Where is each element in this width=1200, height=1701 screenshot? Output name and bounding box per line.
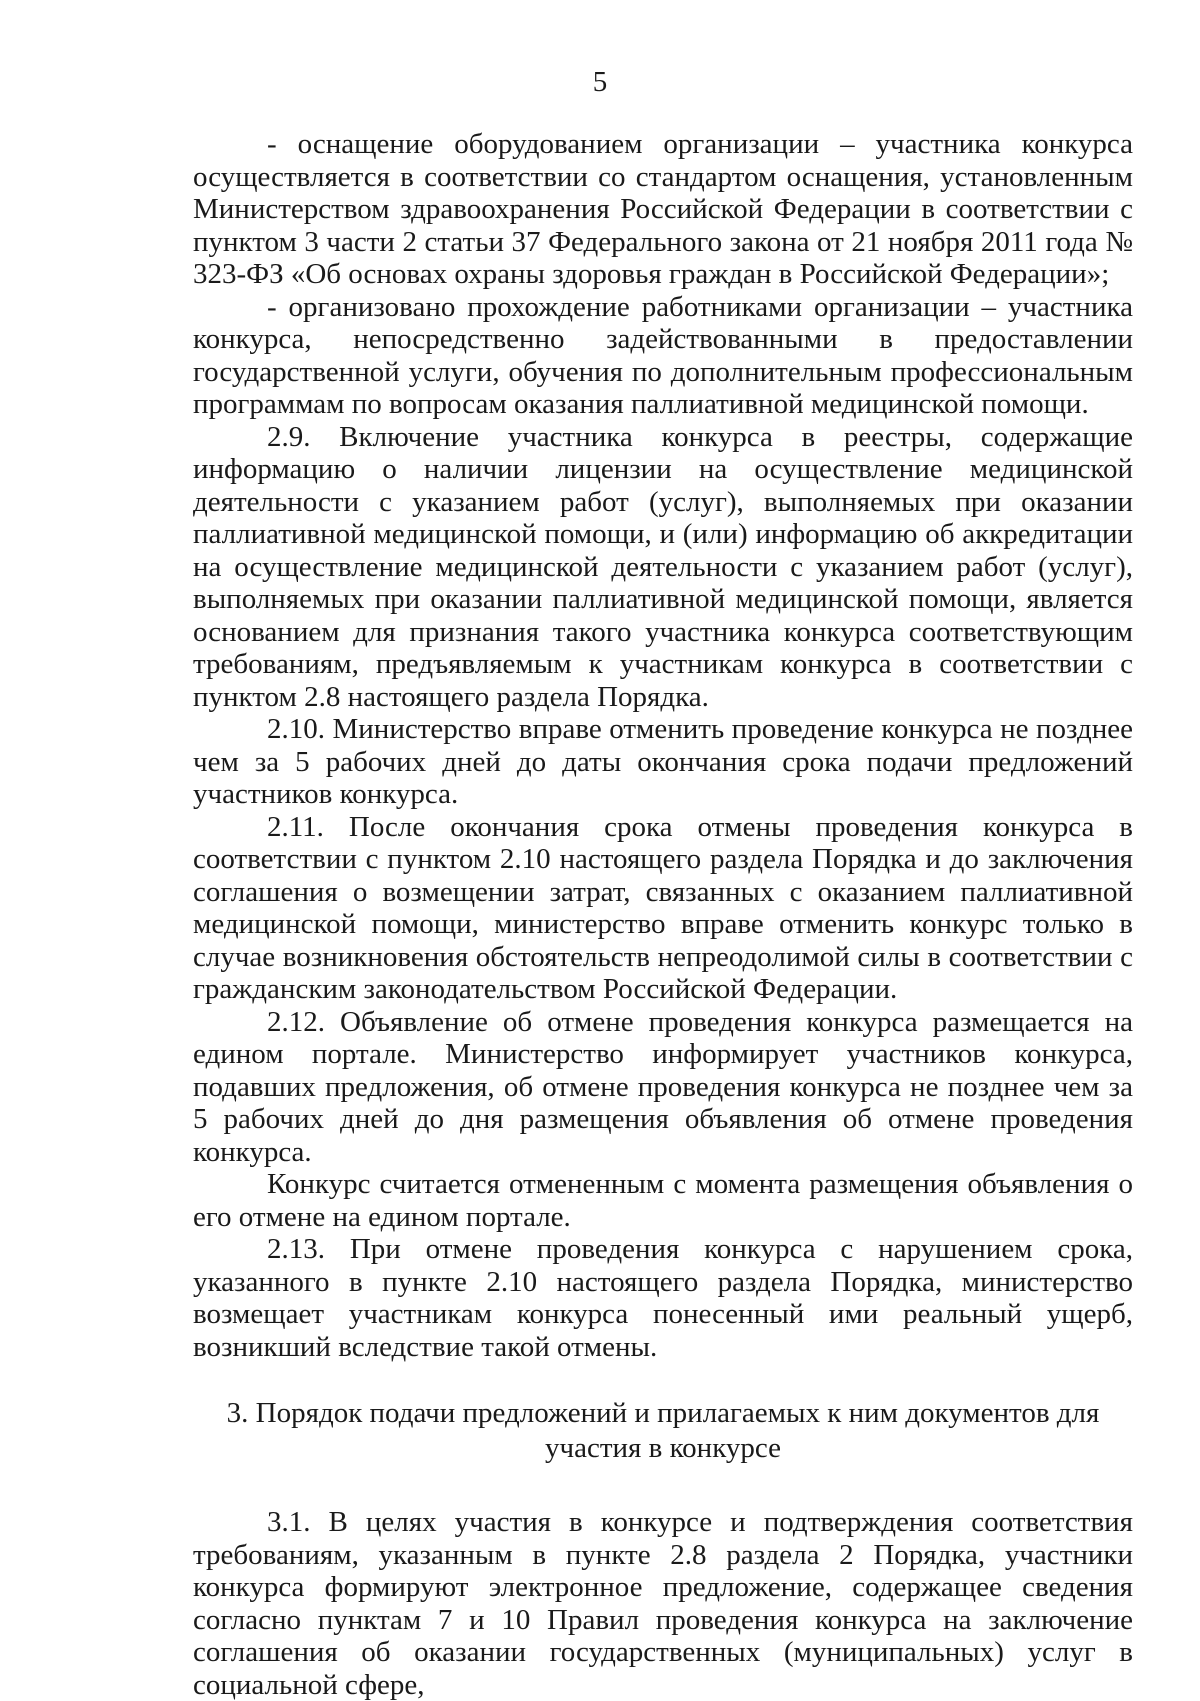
paragraph-2-13: 2.13. При отмене проведения конкурса с нарушением срока, указанного в пункте 2.10 настоящего раздела Порядка, министерство возмещает участникам конкурса понесенный ими реальный ущерб, возникший вследствие такой отмены. bbox=[193, 1233, 1133, 1363]
document-body bbox=[193, 128, 1133, 1701]
section-heading-line-1: 3. Порядок подачи предложений и прилагаемых к ним документов для bbox=[226, 1397, 1100, 1429]
paragraph-2-11: 2.11. После окончания срока отмены проведения конкурса в соответствии с пунктом 2.10 настоящего раздела Порядка и до заключения соглашения о возмещении затрат, связанных с оказанием паллиативной медицинской помощи, министерство вправе отменить конкурс только в случае возникновения обстоятельств непреодолимой силы в соответствии с гражданским законодательством Российской Федерации. bbox=[193, 810, 1133, 1005]
paragraph-2-12: 2.12. Объявление об отмене проведения конкурса размещается на едином портале. Министерство информирует участников конкурса, подавших предложения, об отмене проведения конкурса не позднее чем за 5 рабочих дней до дня размещения объявления об отмене проведения конкурса. bbox=[193, 1005, 1133, 1168]
section-3-heading bbox=[193, 1396, 1133, 1466]
section-heading-line-2: участия в конкурсе bbox=[545, 1432, 781, 1464]
paragraph-2-10: 2.10. Министерство вправе отменить проведение конкурса не позднее чем за 5 рабочих дней до даты окончания срока подачи предложений участников конкурса. bbox=[193, 713, 1133, 810]
paragraph-staff-training: - организовано прохождение работниками организации – участника конкурса, непосредственно задействованными в предоставлении государственной услуги, обучения по дополнительным профессиональным программам по вопросам оказания паллиативной медицинской помощи. bbox=[193, 290, 1133, 420]
page-number: 5 bbox=[592, 66, 608, 98]
paragraph-2-9: 2.9. Включение участника конкурса в реестры, содержащие информацию о наличии лицензии на осуществление медицинской деятельности с указанием работ (услуг), выполняемых при оказании паллиативной медицинской помощи, и (или) информацию об аккредитации на осуществление медицинской деятельности с указанием работ (услуг), выполняемых при оказании паллиативной медицинской помощи, является основанием для признания такого участника конкурса соответствующим требованиям, предъявляемым к участникам конкурса в соответствии с пунктом 2.8 настоящего раздела Порядка. bbox=[193, 420, 1133, 713]
paragraph-3-1: 3.1. В целях участия в конкурсе и подтверждения соответствия требованиям, указанным в пункте 2.8 раздела 2 Порядка, участники конкурса формируют электронное предложение, содержащее сведения согласно пунктам 7 и 10 Правил проведения конкурса на заключение соглашения об оказании государственных (муниципальных) услуг в социальной сфере, bbox=[193, 1506, 1133, 1701]
paragraph-cancellation-note: Конкурс считается отмененным с момента размещения объявления о его отмене на едином портале. bbox=[193, 1168, 1133, 1233]
paragraph-equipment: - оснащение оборудованием организации – участника конкурса осуществляется в соответствии со стандартом оснащения, установленным Министерством здравоохранения Российской Федерации в соответствии с пунктом 3 части 2 статьи 37 Федерального закона от 21 ноября 2011 года № 323-ФЗ «Об основах охраны здоровья граждан в Российской Федерации»; bbox=[193, 128, 1133, 290]
